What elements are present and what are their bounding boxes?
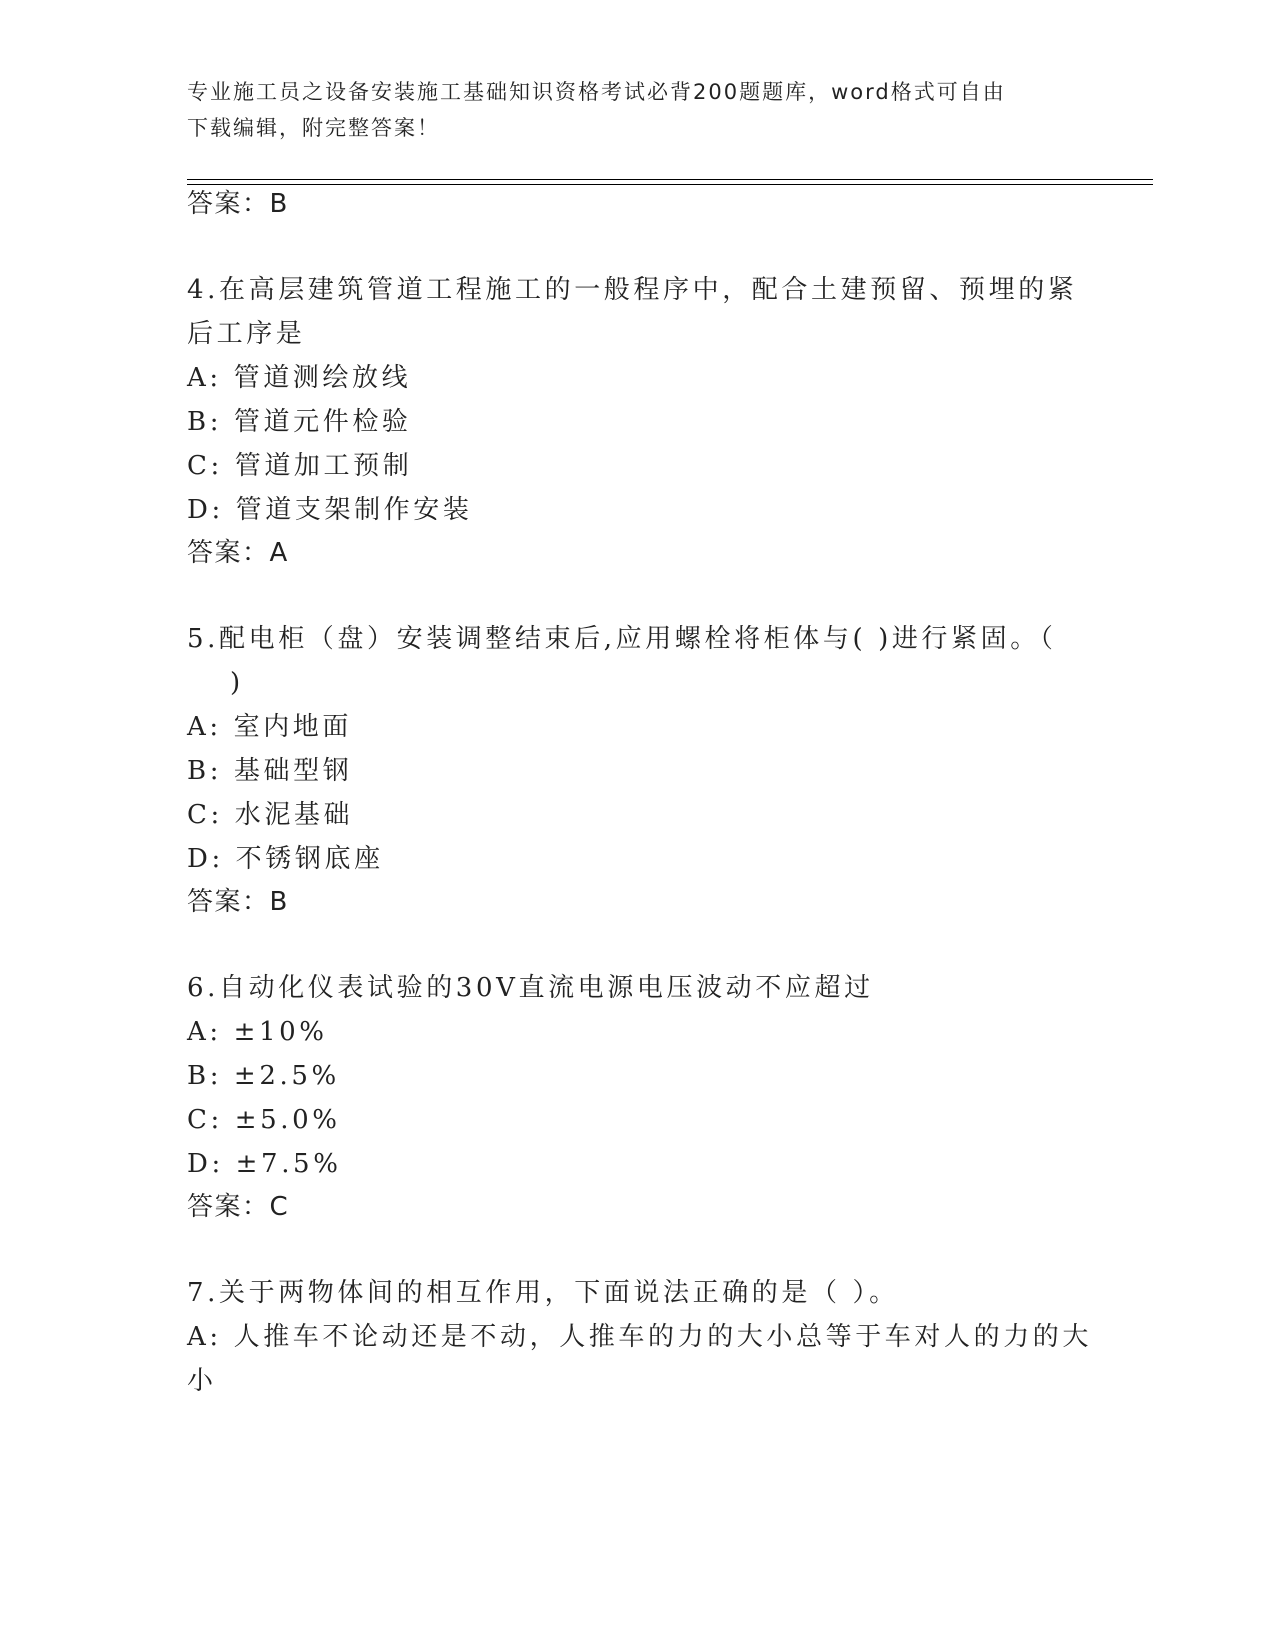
question-7-option-a-cont: 小 <box>187 1366 217 1396</box>
question-4-line-1: 4.在高层建筑管道工程施工的一般程序中，配合土建预留、预埋的紧 <box>187 275 1078 305</box>
question-6-line-1: 6.自动化仪表试验的30V直流电源电压波动不应超过 <box>187 973 874 1003</box>
answer-prev: 答案：B <box>187 189 289 219</box>
question-5-option-d: D: 不锈钢底座 <box>187 844 384 874</box>
question-6-answer: 答案：C <box>187 1192 290 1222</box>
question-4-answer: 答案：A <box>187 538 289 568</box>
question-4-option-b: B: 管道元件检验 <box>187 407 412 437</box>
question-5-answer: 答案：B <box>187 887 289 917</box>
question-4-option-a: A: 管道测绘放线 <box>187 363 412 393</box>
question-4-line-2: 后工序是 <box>187 319 306 349</box>
header-line-2: 下载编辑，附完整答案！ <box>187 116 440 140</box>
header-rule-bottom <box>187 184 1153 185</box>
question-5-line-1: 5.配电柜（盘）安装调整结束后,应用螺栓将柜体与( )进行紧固。（ <box>187 624 1057 654</box>
question-5-line-2: ) <box>230 668 244 698</box>
header-line-1: 专业施工员之设备安装施工基础知识资格考试必背200题题库，word格式可自由 <box>187 80 1006 104</box>
question-7-line-1: 7.关于两物体间的相互作用，下面说法正确的是（ ）。 <box>187 1278 899 1308</box>
question-7-option-a: A: 人推车不论动还是不动，人推车的力的大小总等于车对人的力的大 <box>187 1322 1093 1352</box>
question-6-option-b: B: ±2.5% <box>187 1061 340 1091</box>
question-6-option-d: D: ±7.5% <box>187 1149 342 1179</box>
question-5-option-c: C: 水泥基础 <box>187 800 354 830</box>
document-header <box>187 74 1087 146</box>
question-4-option-c: C: 管道加工预制 <box>187 451 413 481</box>
question-6-option-a: A: ±10% <box>187 1017 328 1047</box>
question-4-option-d: D: 管道支架制作安装 <box>187 495 473 525</box>
header-rule-top <box>187 179 1153 180</box>
question-6-option-c: C: ±5.0% <box>187 1105 341 1135</box>
question-5-option-a: A: 室内地面 <box>187 712 353 742</box>
question-5-option-b: B: 基础型钢 <box>187 756 353 786</box>
